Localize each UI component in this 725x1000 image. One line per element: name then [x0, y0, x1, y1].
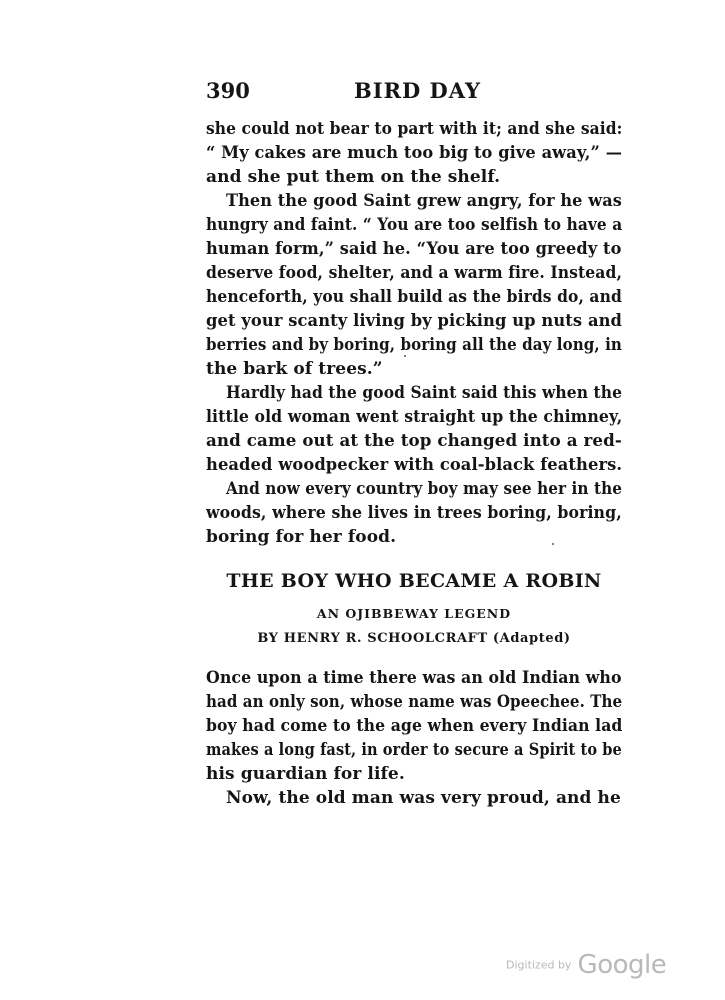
- text-line: boring for her food.: [206, 527, 397, 547]
- text-line: get your scanty living by picking up nuts and: [206, 311, 623, 331]
- story-line: makes a long fast, in order to secure a Spirit to be: [206, 740, 622, 760]
- text-line: berries and by boring, boring all the day long, in: [206, 335, 622, 355]
- digitized-watermark: [506, 950, 666, 980]
- story-title: THE BOY WHO BECAME A ROBIN: [226, 570, 602, 592]
- text-line: little old woman went straight up the chimney,: [206, 407, 623, 427]
- text-line: and she put them on the shelf.: [206, 167, 501, 187]
- text-line: hungry and faint. “ You are too selfish to have a: [206, 215, 623, 235]
- text-line: deserve food, shelter, and a warm fire. Instead,: [206, 263, 622, 283]
- page-number: 390: [206, 78, 250, 103]
- text-line: woods, where she lives in trees boring, boring,: [206, 503, 622, 523]
- story-line: boy had come to the age when every Indian lad: [206, 716, 623, 736]
- story-subtitle: AN OJIBBEWAY LEGEND: [316, 606, 512, 621]
- watermark-brand: Google: [577, 950, 667, 980]
- text-line: she could not bear to part with it; and she said:: [206, 119, 623, 139]
- text-line: “ My cakes are much too big to give away,” —: [206, 143, 623, 163]
- running-title: BIRD DAY: [354, 78, 481, 103]
- text-line: and came out at the top changed into a red-: [206, 431, 622, 451]
- text-line: henceforth, you shall build as the birds do, and: [206, 287, 622, 307]
- print-speck: [404, 355, 406, 357]
- page-header: [206, 78, 622, 106]
- story-byline: BY HENRY R. SCHOOLCRAFT (Adapted): [257, 631, 571, 646]
- text-line: Then the good Saint grew angry, for he was: [226, 191, 622, 211]
- print-speck: [552, 543, 554, 545]
- text-line: Hardly had the good Saint said this when the: [226, 383, 623, 403]
- story-line: Once upon a time there was an old Indian who: [206, 668, 622, 688]
- story-line: had an only son, whose name was Opeechee. The: [206, 692, 623, 712]
- text-line: human form,” said he. “You are too greedy to: [206, 239, 622, 259]
- story-line: Now, the old man was very proud, and he: [226, 788, 621, 808]
- watermark-prefix: Digitized by: [506, 958, 572, 972]
- text-line: headed woodpecker with coal-black feathers.: [206, 455, 623, 475]
- text-line: the bark of trees.”: [206, 359, 383, 379]
- story-line: his guardian for life.: [206, 764, 405, 784]
- text-line: And now every country boy may see her in the: [226, 479, 623, 499]
